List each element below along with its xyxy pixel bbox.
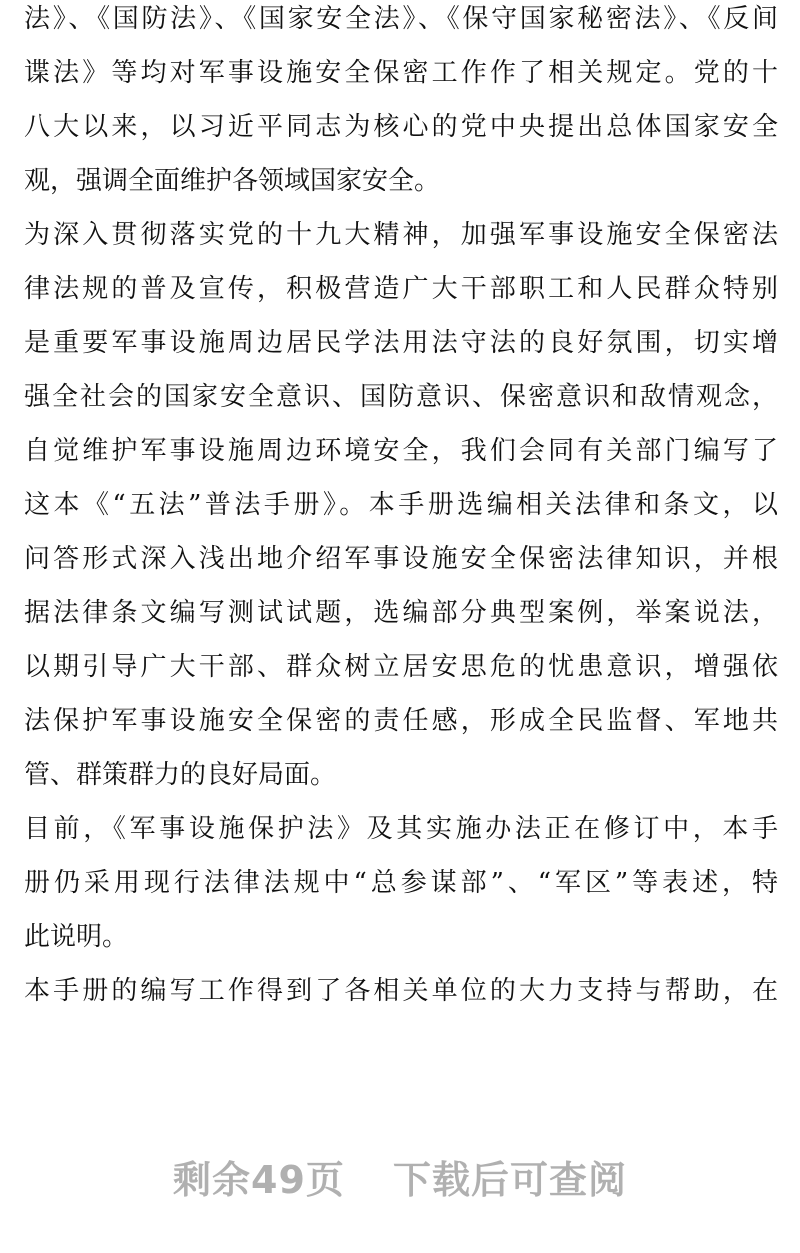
text-line: 为深入贯彻落实党的十九大精神，加强军事设施安全保密法 <box>24 220 778 250</box>
text-line: 强全社会的国家安全意识、国防意识、保密意识和敌情观念， <box>24 382 778 412</box>
text-line: 法》、《国防法》、《国家安全法》、《保守国家秘密法》、《反间 <box>24 4 778 34</box>
text-line: 观，强调全面维护各领域国家安全。 <box>24 166 441 196</box>
text-line: 问答形式深入浅出地介绍军事设施安全保密法律知识，并根 <box>24 544 778 574</box>
text-line: 管、群策群力的良好局面。 <box>24 760 337 790</box>
document-body <box>24 0 778 1018</box>
text-line: 目前，《军事设施保护法》及其实施办法正在修订中，本手 <box>24 814 778 844</box>
text-line: 律法规的普及宣传，积极营造广大干部职工和人民群众特别 <box>24 274 778 304</box>
download-prompt[interactable] <box>0 1146 800 1206</box>
text-line: 是重要军事设施周边居民学法用法守法的良好氛围，切实增 <box>24 328 778 358</box>
text-line: 八大以来，以习近平同志为核心的党中央提出总体国家安全 <box>24 112 778 142</box>
text-line: 本手册的编写工作得到了各相关单位的大力支持与帮助，在 <box>24 976 778 1006</box>
remaining-pages-label[interactable]: 剩余49页 <box>173 1157 345 1202</box>
text-line: 此说明。 <box>24 922 129 952</box>
text-line: 谍法》等均对军事设施安全保密工作作了相关规定。党的十 <box>24 58 778 88</box>
text-line: 这本《“五法”普法手册》。本手册选编相关法律和条文，以 <box>24 490 778 520</box>
text-line: 自觉维护军事设施周边环境安全，我们会同有关部门编写了 <box>24 436 778 466</box>
text-line: 据法律条文编写测试试题，选编部分典型案例，举案说法， <box>24 598 778 628</box>
text-line: 册仍采用现行法律法规中“总参谋部”、“军区”等表述，特 <box>24 868 778 898</box>
text-line: 法保护军事设施安全保密的责任感，形成全民监督、军地共 <box>24 706 778 736</box>
download-to-view-link[interactable]: 下载后可查阅 <box>392 1157 627 1202</box>
text-line: 以期引导广大干部、群众树立居安思危的忧患意识，增强依 <box>24 652 778 682</box>
